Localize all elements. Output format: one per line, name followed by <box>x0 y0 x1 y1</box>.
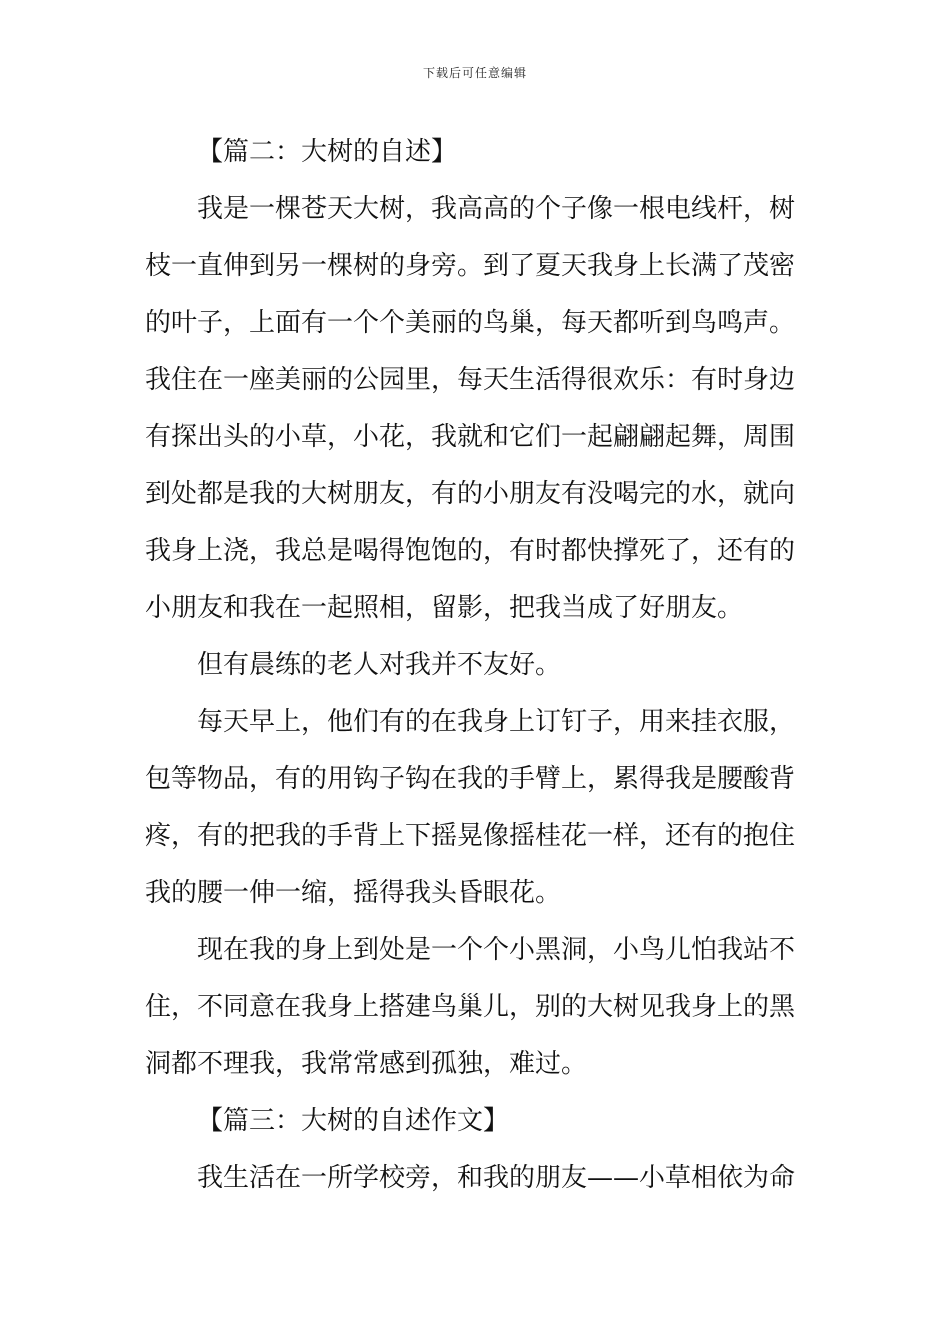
text-line: 我的腰一伸一缩，摇得我头昏眼花。 <box>145 878 562 908</box>
text-line: 住，不同意在我身上搭建鸟巢儿，别的大树见我身上的黑 <box>145 992 796 1022</box>
paragraph-5 <box>145 1150 809 1207</box>
text-line: 我生活在一所学校旁，和我的朋友——小草相依为命 <box>197 1163 796 1193</box>
section-heading-3: 【篇三：大树的自述作文】 <box>197 1106 510 1136</box>
paragraph-2 <box>145 637 809 694</box>
text-line: 每天早上，他们有的在我身上订钉子，用来挂衣服， <box>197 707 796 737</box>
text-line: 枝一直伸到另一棵树的身旁。到了夏天我身上长满了茂密 <box>145 251 796 281</box>
text-line: 我是一棵苍天大树，我高高的个子像一根电线杆，树 <box>197 194 796 224</box>
text-line: 到处都是我的大树朋友，有的小朋友有没喝完的水，就向 <box>145 479 796 509</box>
text-line: 疼，有的把我的手背上下摇晃像摇桂花一样，还有的抱住 <box>145 821 796 851</box>
document-body <box>145 124 809 1207</box>
text-line: 但有晨练的老人对我并不友好。 <box>197 650 562 680</box>
section-heading-2: 【篇二：大树的自述】 <box>197 137 458 167</box>
page-header-note: 下载后可任意编辑 <box>422 66 527 80</box>
text-line: 包等物品，有的用钩子钩在我的手臂上，累得我是腰酸背 <box>145 764 796 794</box>
text-line: 有探出头的小草，小花，我就和它们一起翩翩起舞，周围 <box>145 422 796 452</box>
text-line: 小朋友和我在一起照相，留影，把我当成了好朋友。 <box>145 593 744 623</box>
paragraph-1 <box>145 181 809 637</box>
paragraph-3 <box>145 694 809 922</box>
text-line: 的叶子，上面有一个个美丽的鸟巢，每天都听到鸟鸣声。 <box>145 308 796 338</box>
text-line: 我身上浇，我总是喝得饱饱的，有时都快撑死了，还有的 <box>145 536 796 566</box>
paragraph-4 <box>145 922 809 1093</box>
text-line: 现在我的身上到处是一个个小黑洞，小鸟儿怕我站不 <box>197 935 796 965</box>
text-line: 我住在一座美丽的公园里，每天生活得很欢乐：有时身边 <box>145 365 796 395</box>
text-line: 洞都不理我，我常常感到孤独，难过。 <box>145 1049 588 1079</box>
